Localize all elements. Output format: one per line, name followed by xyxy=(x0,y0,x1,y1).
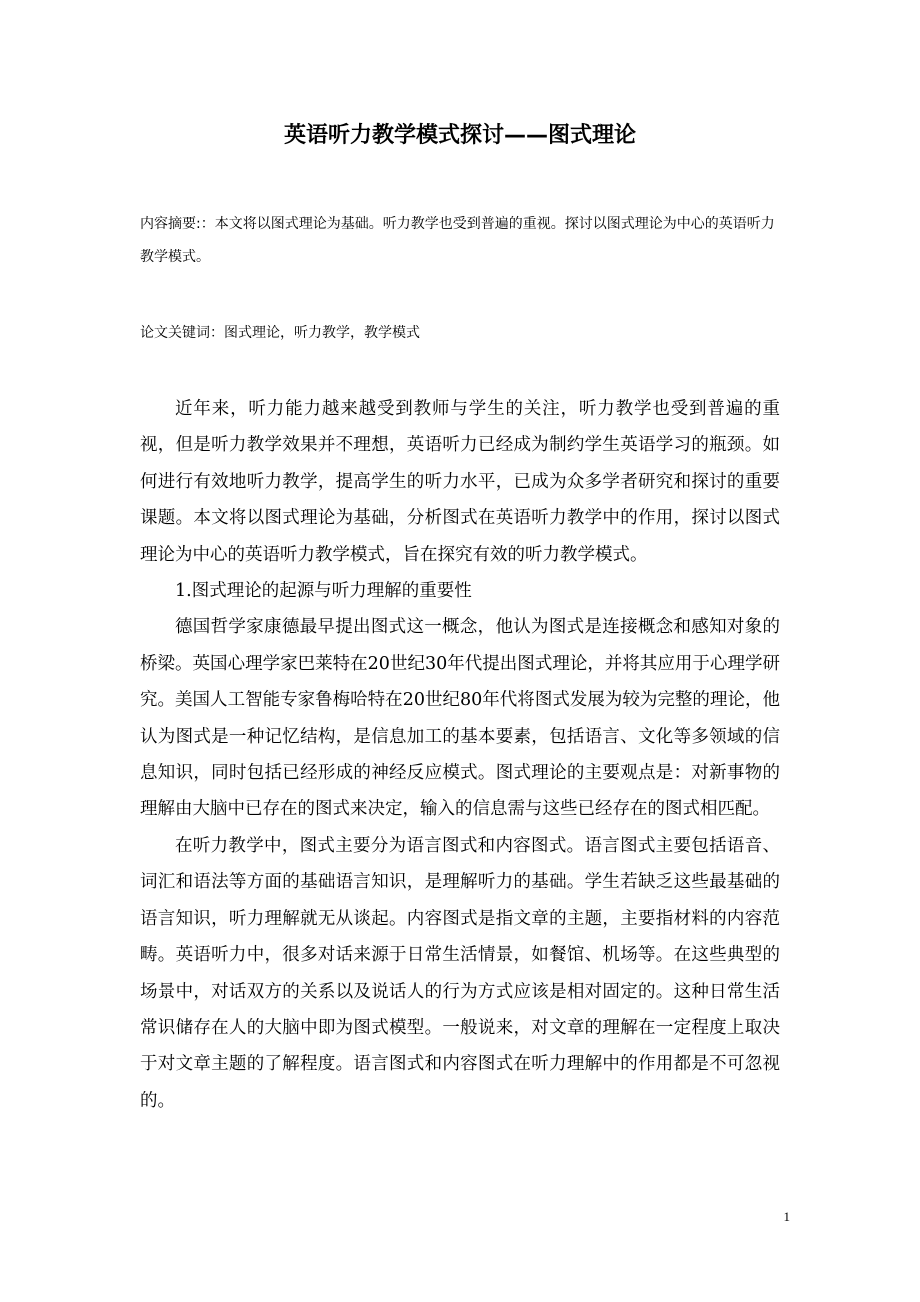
keywords: 论文关键词：图式理论，听力教学，教学模式 xyxy=(140,325,420,341)
page-number: 1 xyxy=(783,1209,790,1224)
document-title: 英语听力教学模式探讨——图式理论 xyxy=(283,123,636,148)
abstract: 内容摘要:：本文将以图式理论为基础。听力教学也受到普遍的重视。探讨以图式理论为中心的英语听力教学模式。 xyxy=(140,216,775,265)
paragraph-origin: 德国哲学家康德最早提出图式这一概念，他认为图式是连接概念和感知对象的桥梁。英国心理学家巴莱特在20世纪30年代提出图式理论，并将其应用于心理学研究。美国人工智能专家鲁梅哈特在20世纪80年代将图式发展为较为完整的理论，他认为图式是一种记忆结构，是信息加工的基本要素，包括语言、文化等多领域的信息知识，同时包括已经形成的神经反应模式。图式理论的主要观点是：对新事物的理解由大脑中已存在的图式来决定，输入的信息需与这些已经存在的图式相匹配。 xyxy=(140,617,780,820)
paragraph-intro: 近年来，听力能力越来越受到教师与学生的关注，听力教学也受到普遍的重视，但是听力教学效果并不理想，英语听力已经成为制约学生英语学习的瓶颈。如何进行有效地听力教学，提高学生的听力水平，已成为众多学者研究和探讨的重要课题。本文将以图式理论为基础，分析图式在英语听力教学中的作用，探讨以图式理论为中心的英语听力教学模式，旨在探究有效的听力教学模式。 xyxy=(140,399,780,565)
body-text xyxy=(140,391,780,1119)
section-heading: 1.图式理论的起源与听力理解的重要性 xyxy=(175,581,472,602)
paragraph-schema-types: 在听力教学中，图式主要分为语言图式和内容图式。语言图式主要包括语音、词汇和语法等方面的基础语言知识，是理解听力的基础。学生若缺乏这些最基础的语言知识，听力理解就无从谈起。内容图式是指文章的主题，主要指材料的内容范畴。英语听力中，很多对话来源于日常生活情景，如餐馆、机场等。在这些典型的场景中，对话双方的关系以及说话人的行为方式应该是相对固定的。这种日常生活常识储存在人的大脑中即为图式模型。一般说来，对文章的理解在一定程度上取决于对文章主题的了解程度。语言图式和内容图式在听力理解中的作用都是不可忽视的。 xyxy=(140,835,780,1111)
